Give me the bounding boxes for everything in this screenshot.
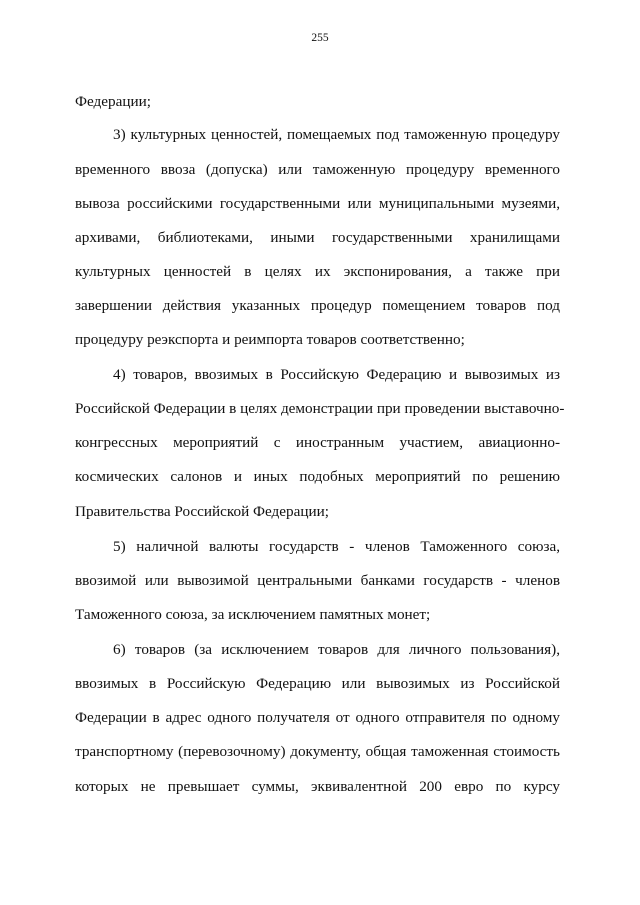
text-line: ввозимой или вывозимой центральными банками государств - членов <box>75 572 560 589</box>
list-item-4-first-line: 4) товаров, ввозимых в Российскую Федерацию и вывозимых из <box>113 366 560 383</box>
text-line: архивами, библиотеками, иными государственными хранилищами <box>75 229 560 246</box>
text-line: Таможенного союза, за исключением памятных монет; <box>75 606 431 623</box>
text-line: процедуру реэкспорта и реимпорта товаров соответственно; <box>75 331 465 348</box>
text-line: временного ввоза (допуска) или таможенную процедуру временного <box>75 161 560 178</box>
text-line: Федерации; <box>75 93 151 110</box>
text-line: завершении действия указанных процедур помещением товаров под <box>75 297 560 314</box>
page-number: 255 <box>311 32 329 44</box>
text-line: Правительства Российской Федерации; <box>75 503 329 520</box>
list-item-3-first-line: 3) культурных ценностей, помещаемых под таможенную процедуру <box>113 126 560 143</box>
list-item-5-first-line: 5) наличной валюты государств - членов Таможенного союза, <box>113 538 560 555</box>
text-line: Федерации в адрес одного получателя от одного отправителя по одному <box>75 709 560 726</box>
text-line: конгрессных мероприятий с иностранным участием, авиационно- <box>75 434 560 451</box>
text-line: которых не превышает суммы, эквивалентной 200 евро по курсу <box>75 778 560 795</box>
text-line: культурных ценностей в целях их экспонирования, а также при <box>75 263 560 280</box>
list-item-6-first-line: 6) товаров (за исключением товаров для личного пользования), <box>113 641 560 658</box>
text-line: Российской Федерации в целях демонстрации при проведении выставочно- <box>75 400 565 417</box>
text-line: ввозимых в Российскую Федерацию или вывозимых из Российской <box>75 675 560 692</box>
text-line: вывоза российскими государственными или муниципальными музеями, <box>75 195 560 212</box>
text-line: космических салонов и иных подобных мероприятий по решению <box>75 468 560 485</box>
text-line: транспортному (перевозочному) документу, общая таможенная стоимость <box>75 743 560 760</box>
